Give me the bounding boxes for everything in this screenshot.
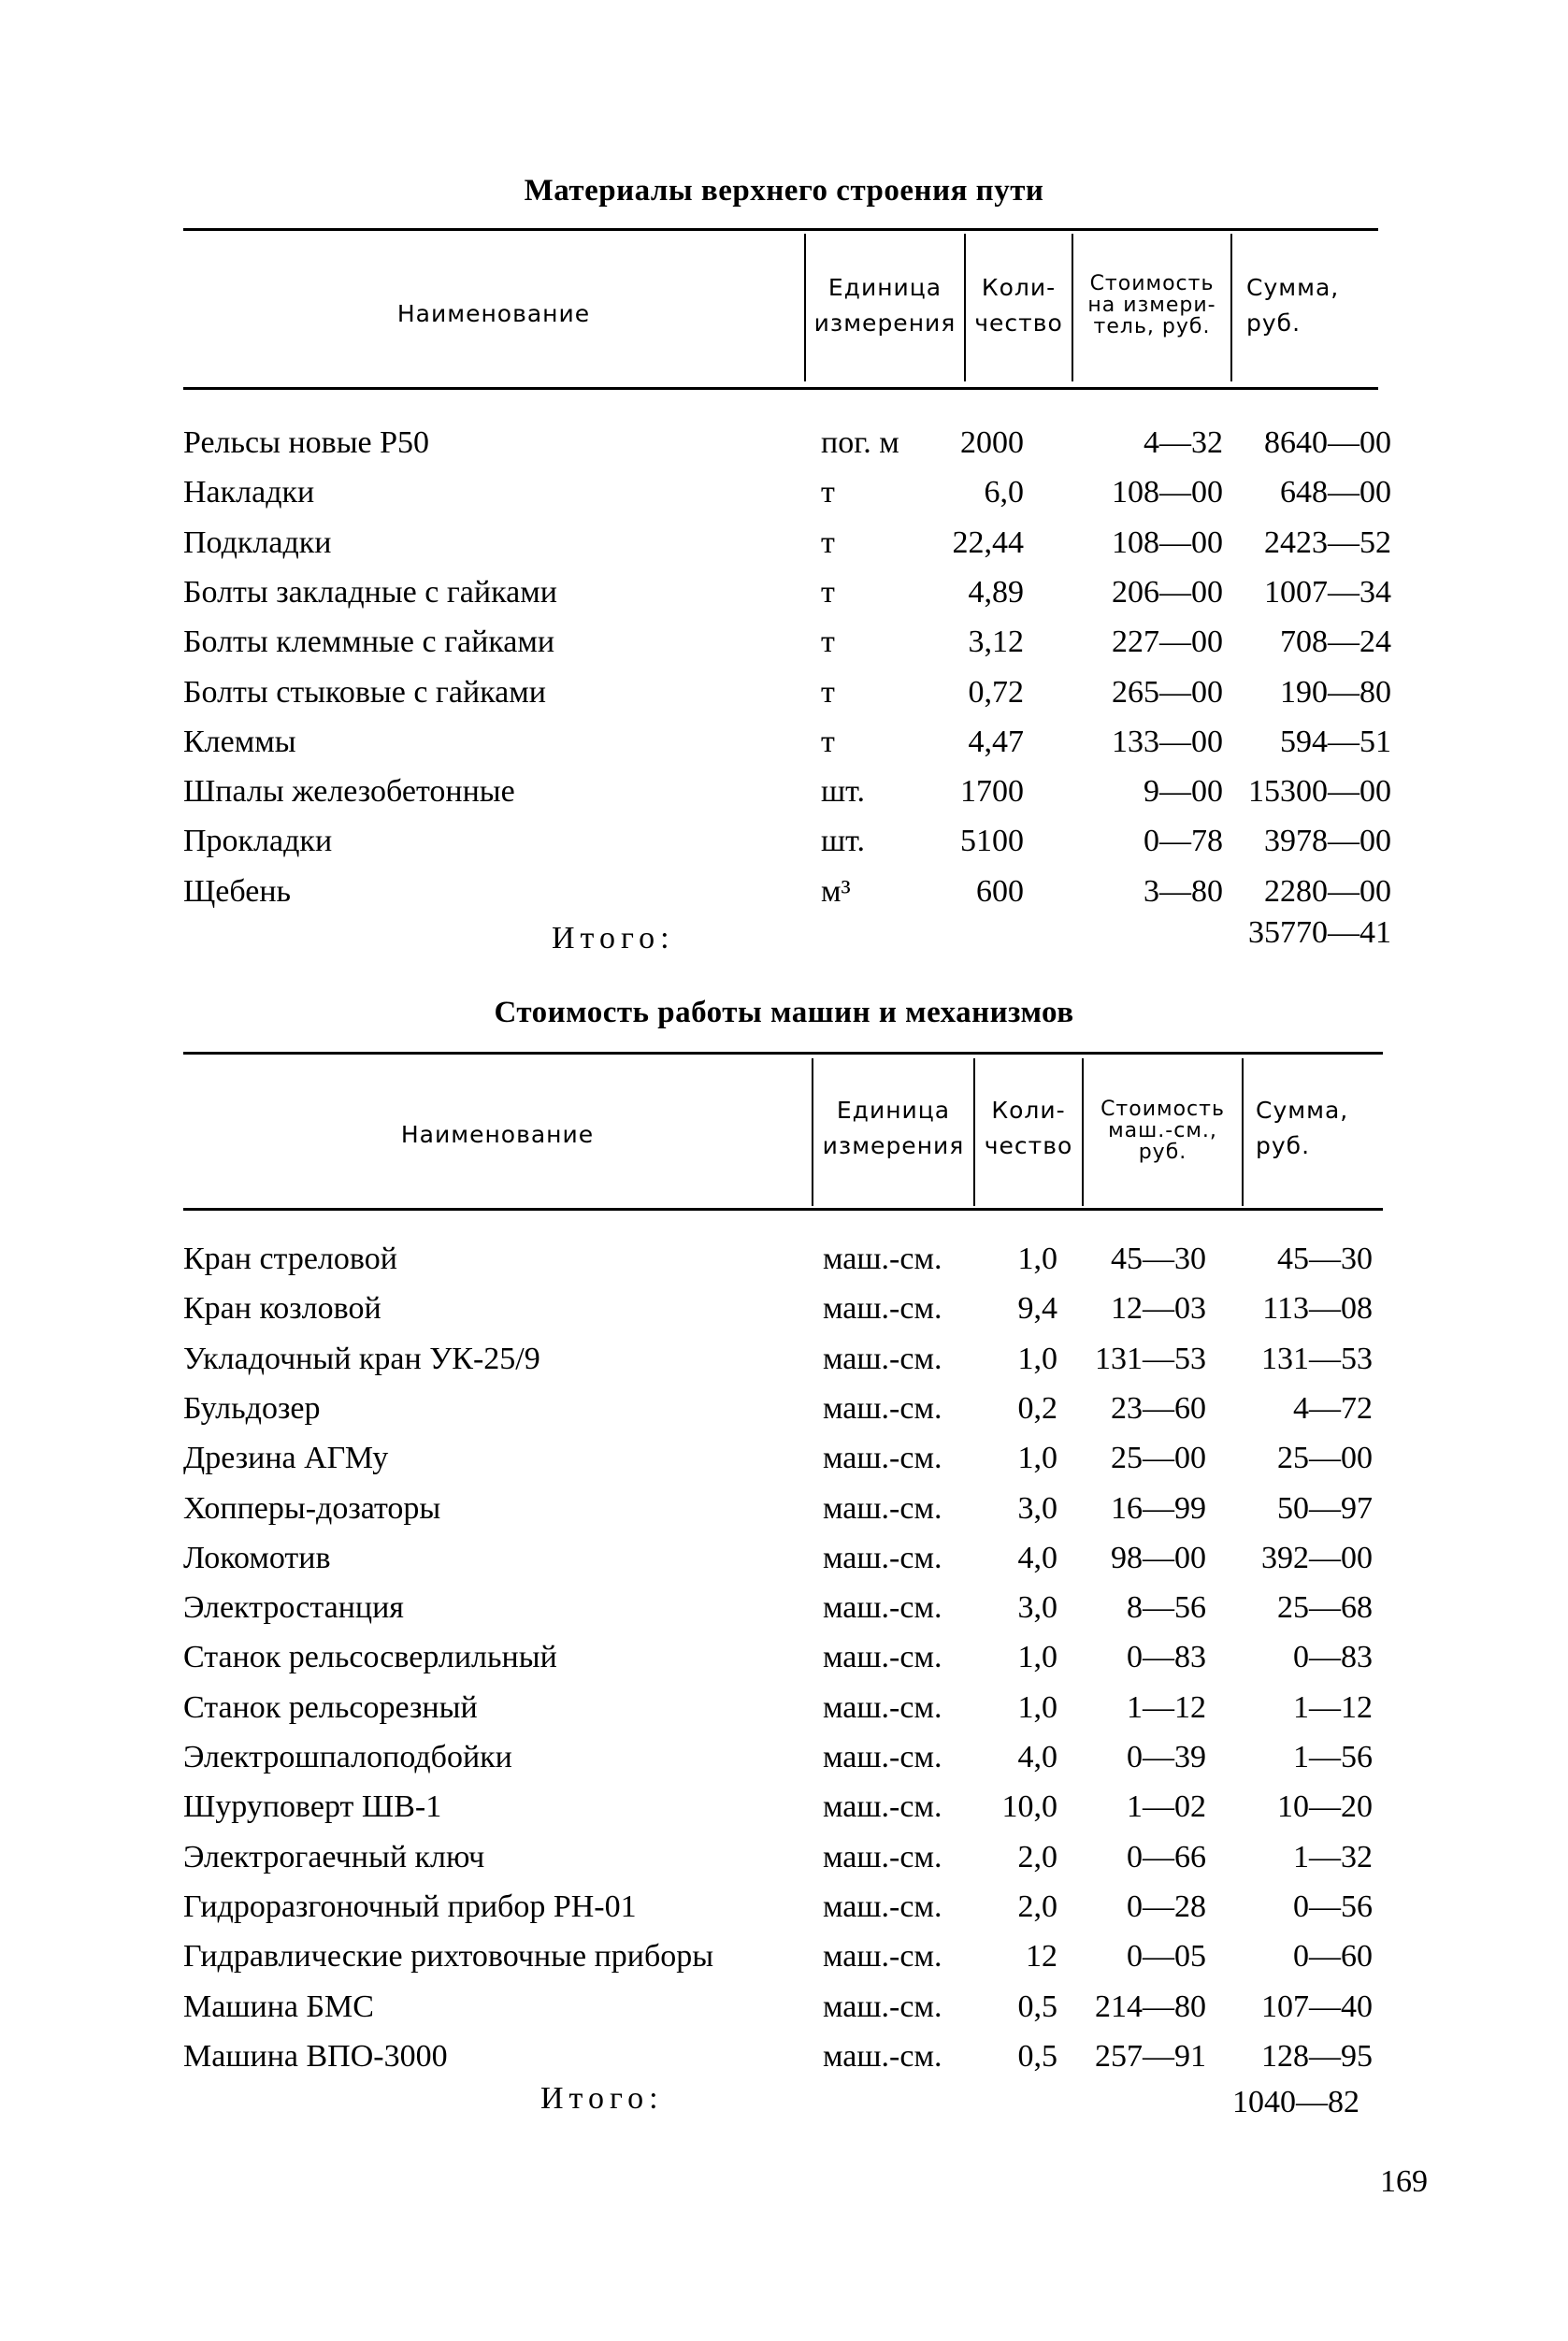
row-qty: 3,0 [1017,1590,1057,1626]
row-price: 131—53 [1095,1341,1206,1376]
row-price: 0—05 [1127,1939,1206,1975]
table1-header-price: Стоимость на измери- тель, руб. [1087,272,1216,338]
table-row [0,1590,1568,1641]
row-unit: маш.-см. [823,1939,942,1975]
row-unit: м³ [821,873,851,909]
table-row [0,1342,1568,1392]
row-qty: 1700 [960,774,1024,810]
table2-col-divider [1242,1058,1244,1206]
row-qty: 9,4 [1017,1291,1057,1327]
table2-header-name: Наименование [400,1121,595,1148]
row-name: Шуруповерт ШВ-1 [183,1789,442,1825]
row-sum: 1007—34 [1264,574,1391,610]
row-sum: 25—68 [1277,1590,1373,1626]
row-qty: 3,0 [1017,1490,1057,1526]
row-price: 133—00 [1112,724,1223,759]
row-sum: 1—32 [1293,1839,1373,1874]
table1-header-rule [183,387,1378,390]
row-price: 0—39 [1127,1740,1206,1774]
row-name: Прокладки [183,824,333,859]
row-qty: 10,0 [1001,1789,1057,1825]
row-unit: маш.-см. [823,1789,942,1825]
row-unit: маш.-см. [823,1490,942,1526]
row-qty: 2000 [960,425,1024,460]
row-qty: 3,12 [968,625,1024,660]
table2-total-value: 1040—82 [1232,2085,1359,2119]
row-name: Станок рельсосверлильный [183,1640,557,1675]
row-name: Кран стреловой [183,1242,397,1276]
row-price: 108—00 [1112,475,1223,510]
table-row [0,824,1568,874]
row-price: 257—91 [1095,2038,1206,2074]
row-price: 25—00 [1111,1441,1206,1476]
row-sum: 594—51 [1280,724,1391,759]
table-row [0,1690,1568,1741]
table2-header-price: Стоимость маш.-см., руб. [1100,1098,1225,1164]
row-name: Рельсы новые Р50 [183,425,430,460]
row-unit: маш.-см. [823,1839,942,1874]
row-qty: 0,2 [1017,1390,1057,1426]
row-name: Укладочный кран УК-25/9 [183,1341,540,1376]
row-qty: 5100 [960,824,1024,859]
row-name: Клеммы [183,724,296,759]
row-sum: 0—83 [1293,1640,1373,1675]
row-sum: 50—97 [1277,1490,1373,1526]
row-name: Болты клеммные с гайками [183,625,555,660]
row-name: Щебень [183,873,292,909]
row-sum: 128—95 [1261,2038,1373,2074]
table2-top-rule [183,1052,1383,1055]
table-row [0,1291,1568,1342]
row-unit: маш.-см. [823,1390,942,1426]
row-sum: 0—56 [1293,1889,1373,1924]
row-name: Подкладки [183,524,332,560]
table-row [0,525,1568,576]
row-qty: 4,89 [968,574,1024,610]
row-sum: 107—40 [1261,1989,1373,2024]
row-sum: 45—30 [1277,1242,1373,1276]
row-unit: т [821,625,835,660]
row-qty: 2,0 [1017,1839,1057,1874]
row-unit: маш.-см. [823,1640,942,1675]
row-qty: 0,5 [1017,2038,1057,2074]
row-name: Шпалы железобетонные [183,774,515,810]
row-qty: 4,47 [968,724,1024,759]
table-row [0,625,1568,675]
row-unit: маш.-см. [823,1341,942,1376]
table-row [0,1989,1568,2040]
table2-header-qty: Коли- чество [984,1097,1073,1159]
row-price: 4—32 [1144,425,1223,460]
row-price: 0—28 [1127,1889,1206,1924]
row-price: 3—80 [1144,873,1223,909]
row-sum: 190—80 [1280,674,1391,710]
row-qty: 1,0 [1017,1689,1057,1725]
row-name: Хопперы-дозаторы [183,1490,441,1526]
row-price: 108—00 [1112,524,1223,560]
row-unit: пог. м [821,425,899,460]
row-qty: 0,5 [1017,1989,1057,2024]
table1-header-unit: Единица измерения [813,274,957,337]
table1-col-divider [1230,234,1232,381]
row-unit: шт. [821,824,865,859]
row-sum: 648—00 [1280,475,1391,510]
row-price: 227—00 [1112,625,1223,660]
table2-header-rule [183,1208,1383,1211]
row-price: 0—78 [1144,824,1223,859]
table2-header-sum: Сумма, руб. [1256,1097,1349,1159]
row-qty: 4,0 [1017,1740,1057,1774]
row-price: 16—99 [1111,1490,1206,1526]
row-sum: 25—00 [1277,1441,1373,1476]
row-name: Гидроразгоночный прибор РН-01 [183,1889,637,1924]
row-price: 45—30 [1111,1242,1206,1276]
row-name: Дрезина АГМу [183,1441,389,1476]
table1-header-name: Наименование [396,300,591,327]
row-qty: 22,44 [952,524,1024,560]
table-row [0,1740,1568,1790]
row-price: 206—00 [1112,574,1223,610]
row-sum: 8640—00 [1264,425,1391,460]
table1-total-label: Итого: [552,921,675,955]
row-price: 265—00 [1112,674,1223,710]
row-unit: маш.-см. [823,1441,942,1476]
table1-top-rule [183,228,1378,231]
row-unit: маш.-см. [823,1540,942,1575]
table-row [0,725,1568,775]
row-qty: 4,0 [1017,1540,1057,1575]
row-unit: маш.-см. [823,1989,942,2024]
row-qty: 0,72 [968,674,1024,710]
page-number: 169 [1380,2164,1428,2199]
row-qty: 6,0 [984,475,1024,510]
table1-header-sum: Сумма, руб. [1246,274,1340,337]
table-row [0,1491,1568,1542]
row-unit: маш.-см. [823,1291,942,1327]
row-sum: 131—53 [1261,1341,1373,1376]
row-unit: шт. [821,774,865,810]
row-price: 0—66 [1127,1839,1206,1874]
row-name: Кран козловой [183,1291,381,1327]
row-price: 1—12 [1127,1689,1206,1725]
row-name: Накладки [183,475,315,510]
table1-header-qty: Коли- чество [974,274,1063,337]
row-name: Станок рельсорезный [183,1689,478,1725]
row-qty: 1,0 [1017,1341,1057,1376]
row-sum: 1—56 [1293,1740,1373,1774]
row-name: Электростанция [183,1590,404,1626]
row-sum: 3978—00 [1264,824,1391,859]
row-sum: 708—24 [1280,625,1391,660]
table-row [0,1242,1568,1292]
table1-title: Материалы верхнего строения пути [524,174,1044,208]
row-price: 23—60 [1111,1390,1206,1426]
row-qty: 2,0 [1017,1889,1057,1924]
table-row [0,2039,1568,2090]
row-unit: т [821,724,835,759]
row-name: Гидравлические рихтовочные приборы [183,1939,714,1975]
row-qty: 1,0 [1017,1640,1057,1675]
row-price: 9—00 [1144,774,1223,810]
row-name: Локомотив [183,1540,331,1575]
row-sum: 392—00 [1261,1540,1373,1575]
table1-total-value: 35770—41 [1248,915,1391,950]
row-name: Болты стыковые с гайками [183,674,546,710]
row-sum: 0—60 [1293,1939,1373,1975]
row-sum: 10—20 [1277,1789,1373,1825]
table2-title: Стоимость работы машин и механизмов [494,996,1074,1029]
row-unit: маш.-см. [823,1242,942,1276]
row-qty: 1,0 [1017,1441,1057,1476]
row-qty: 1,0 [1017,1242,1057,1276]
row-unit: маш.-см. [823,1740,942,1774]
row-sum: 4—72 [1293,1390,1373,1426]
row-name: Машина ВПО-3000 [183,2038,448,2074]
row-sum: 2423—52 [1264,524,1391,560]
table2-total-label: Итого: [540,2081,664,2116]
row-sum: 2280—00 [1264,873,1391,909]
table-row [0,425,1568,476]
row-name: Машина БМС [183,1989,374,2024]
row-price: 214—80 [1095,1989,1206,2024]
row-unit: маш.-см. [823,2038,942,2074]
row-unit: маш.-см. [823,1689,942,1725]
table-row [0,1640,1568,1690]
row-name: Электрогаечный ключ [183,1839,485,1874]
row-name: Болты закладные с гайками [183,574,557,610]
row-price: 8—56 [1127,1590,1206,1626]
table-row [0,774,1568,825]
table-row [0,1541,1568,1591]
table-row [0,1840,1568,1890]
table2-header-unit: Единица измерения [822,1097,965,1159]
row-price: 0—83 [1127,1640,1206,1675]
table-row [0,1441,1568,1491]
row-unit: т [821,674,835,710]
row-price: 12—03 [1111,1291,1206,1327]
row-unit: маш.-см. [823,1590,942,1626]
row-unit: т [821,574,835,610]
table-row [0,1789,1568,1840]
row-sum: 113—08 [1262,1291,1373,1327]
row-price: 98—00 [1111,1540,1206,1575]
row-price: 1—02 [1127,1789,1206,1825]
table-row [0,1889,1568,1940]
table-row [0,1939,1568,1989]
row-sum: 15300—00 [1248,774,1391,810]
row-unit: маш.-см. [823,1889,942,1924]
table-row [0,475,1568,525]
row-name: Электрошпалоподбойки [183,1740,512,1774]
table-row [0,575,1568,625]
table-row [0,1391,1568,1442]
row-name: Бульдозер [183,1390,321,1426]
table-row [0,675,1568,725]
row-unit: т [821,475,835,510]
row-sum: 1—12 [1293,1689,1373,1725]
row-unit: т [821,524,835,560]
row-qty: 12 [1026,1939,1057,1975]
row-qty: 600 [976,873,1024,909]
